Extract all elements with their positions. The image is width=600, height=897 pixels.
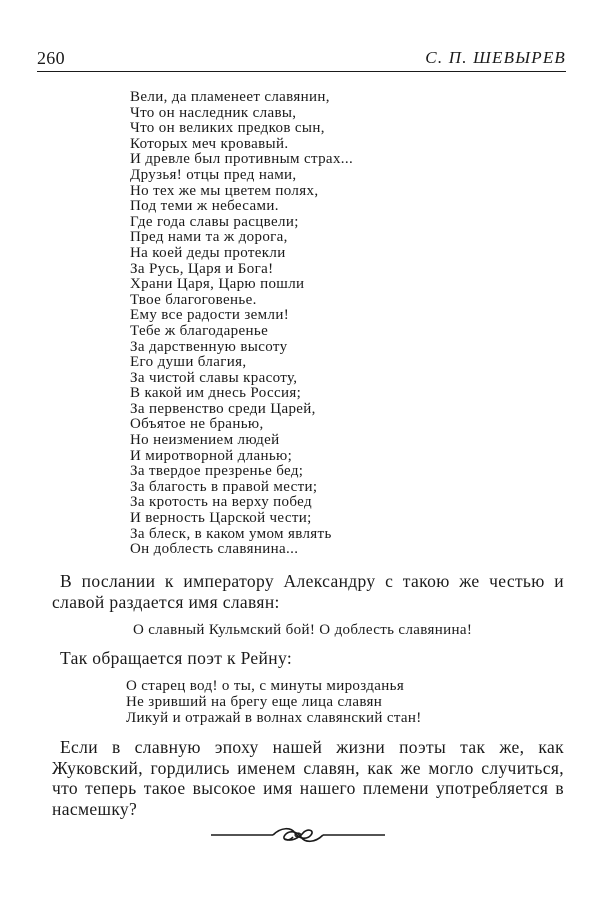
header-rule [37, 71, 566, 72]
page-number: 260 [37, 48, 65, 68]
poem-line: Что он великих предков сын, [130, 120, 325, 137]
poem-block [130, 90, 353, 558]
poem-line: В какой им днесь Россия; [130, 385, 302, 402]
poem-line: И верность Царской чести; [130, 510, 312, 527]
poem-line: Его души благия, [130, 354, 247, 371]
poem-line: За твердое презренье бед; [130, 463, 304, 480]
poem-line: Но неизмением людей [130, 432, 280, 449]
poem-line: Храни Царя, Царю пошли [130, 276, 305, 293]
poem-line: За чистой славы красоту, [130, 369, 298, 386]
quote-rhine-block [126, 678, 422, 726]
decorative-flourish-icon [211, 825, 385, 845]
running-head: С. П. ШЕВЫРЕВ [425, 48, 566, 67]
poem-line: И миротворной дланью; [130, 447, 293, 464]
poem-line: За первенство среди Царей, [130, 400, 316, 417]
poem-line: На коей деды протекли [130, 244, 286, 261]
quote-line: О старец вод! о ты, с минуты мирозданья [126, 678, 405, 694]
paragraph-conclusion: Если в славную эпоху нашей жизни поэты так же, как Жуковский, гордились именем славян, как же могло случиться, что теперь такое высокое имя нашего племени употребляется в насмешку? [52, 737, 564, 819]
poem-line: Вели, да пламенеет славянин, [130, 89, 330, 105]
poem-line: За благость в правой мести; [130, 478, 318, 495]
poem-line: За Русь, Царя и Бога! [130, 260, 274, 277]
poem-line: Тебе ж благодаренье [130, 322, 269, 339]
poem-line: Пред нами та ж дорога, [130, 229, 288, 246]
poem-line: Ему все радости земли! [130, 307, 290, 324]
poem-line: За блеск, в каком умом являть [130, 525, 332, 542]
poem-line: Он доблесть славянина... [130, 541, 299, 558]
poem-line: За дарственную высоту [130, 338, 288, 355]
poem-line: За кротость на верху побед [130, 494, 312, 511]
quote-kulm-line: О славный Кульмский бой! О доблесть славянина! [133, 622, 473, 638]
poem-line: Но тех же мы цветем полях, [130, 182, 319, 199]
page-header [37, 45, 566, 71]
quote-line: Не зривший на брегу еще лица славян [126, 694, 383, 710]
poem-line: Которых меч кровавый. [130, 135, 289, 152]
poem-line: И древле был противным страх... [130, 151, 354, 168]
paragraph-alexander-epistle: В послании к императору Александру с такою же честью и славой раздается имя славян: [52, 571, 564, 612]
paragraph-rhine-intro: Так обращается поэт к Рейну: [60, 648, 293, 668]
poem-line: Что он наследник славы, [130, 104, 297, 121]
poem-line: Где года славы расцвели; [130, 213, 299, 230]
poem-line: Под теми ж небесами. [130, 198, 279, 215]
poem-line: Твое благоговенье. [130, 291, 257, 308]
poem-line: Друзья! отцы пред нами, [130, 166, 297, 183]
poem-line: Объятое не бранью, [130, 416, 264, 433]
quote-line: Ликуй и отражай в волнах славянский стан! [126, 710, 422, 726]
